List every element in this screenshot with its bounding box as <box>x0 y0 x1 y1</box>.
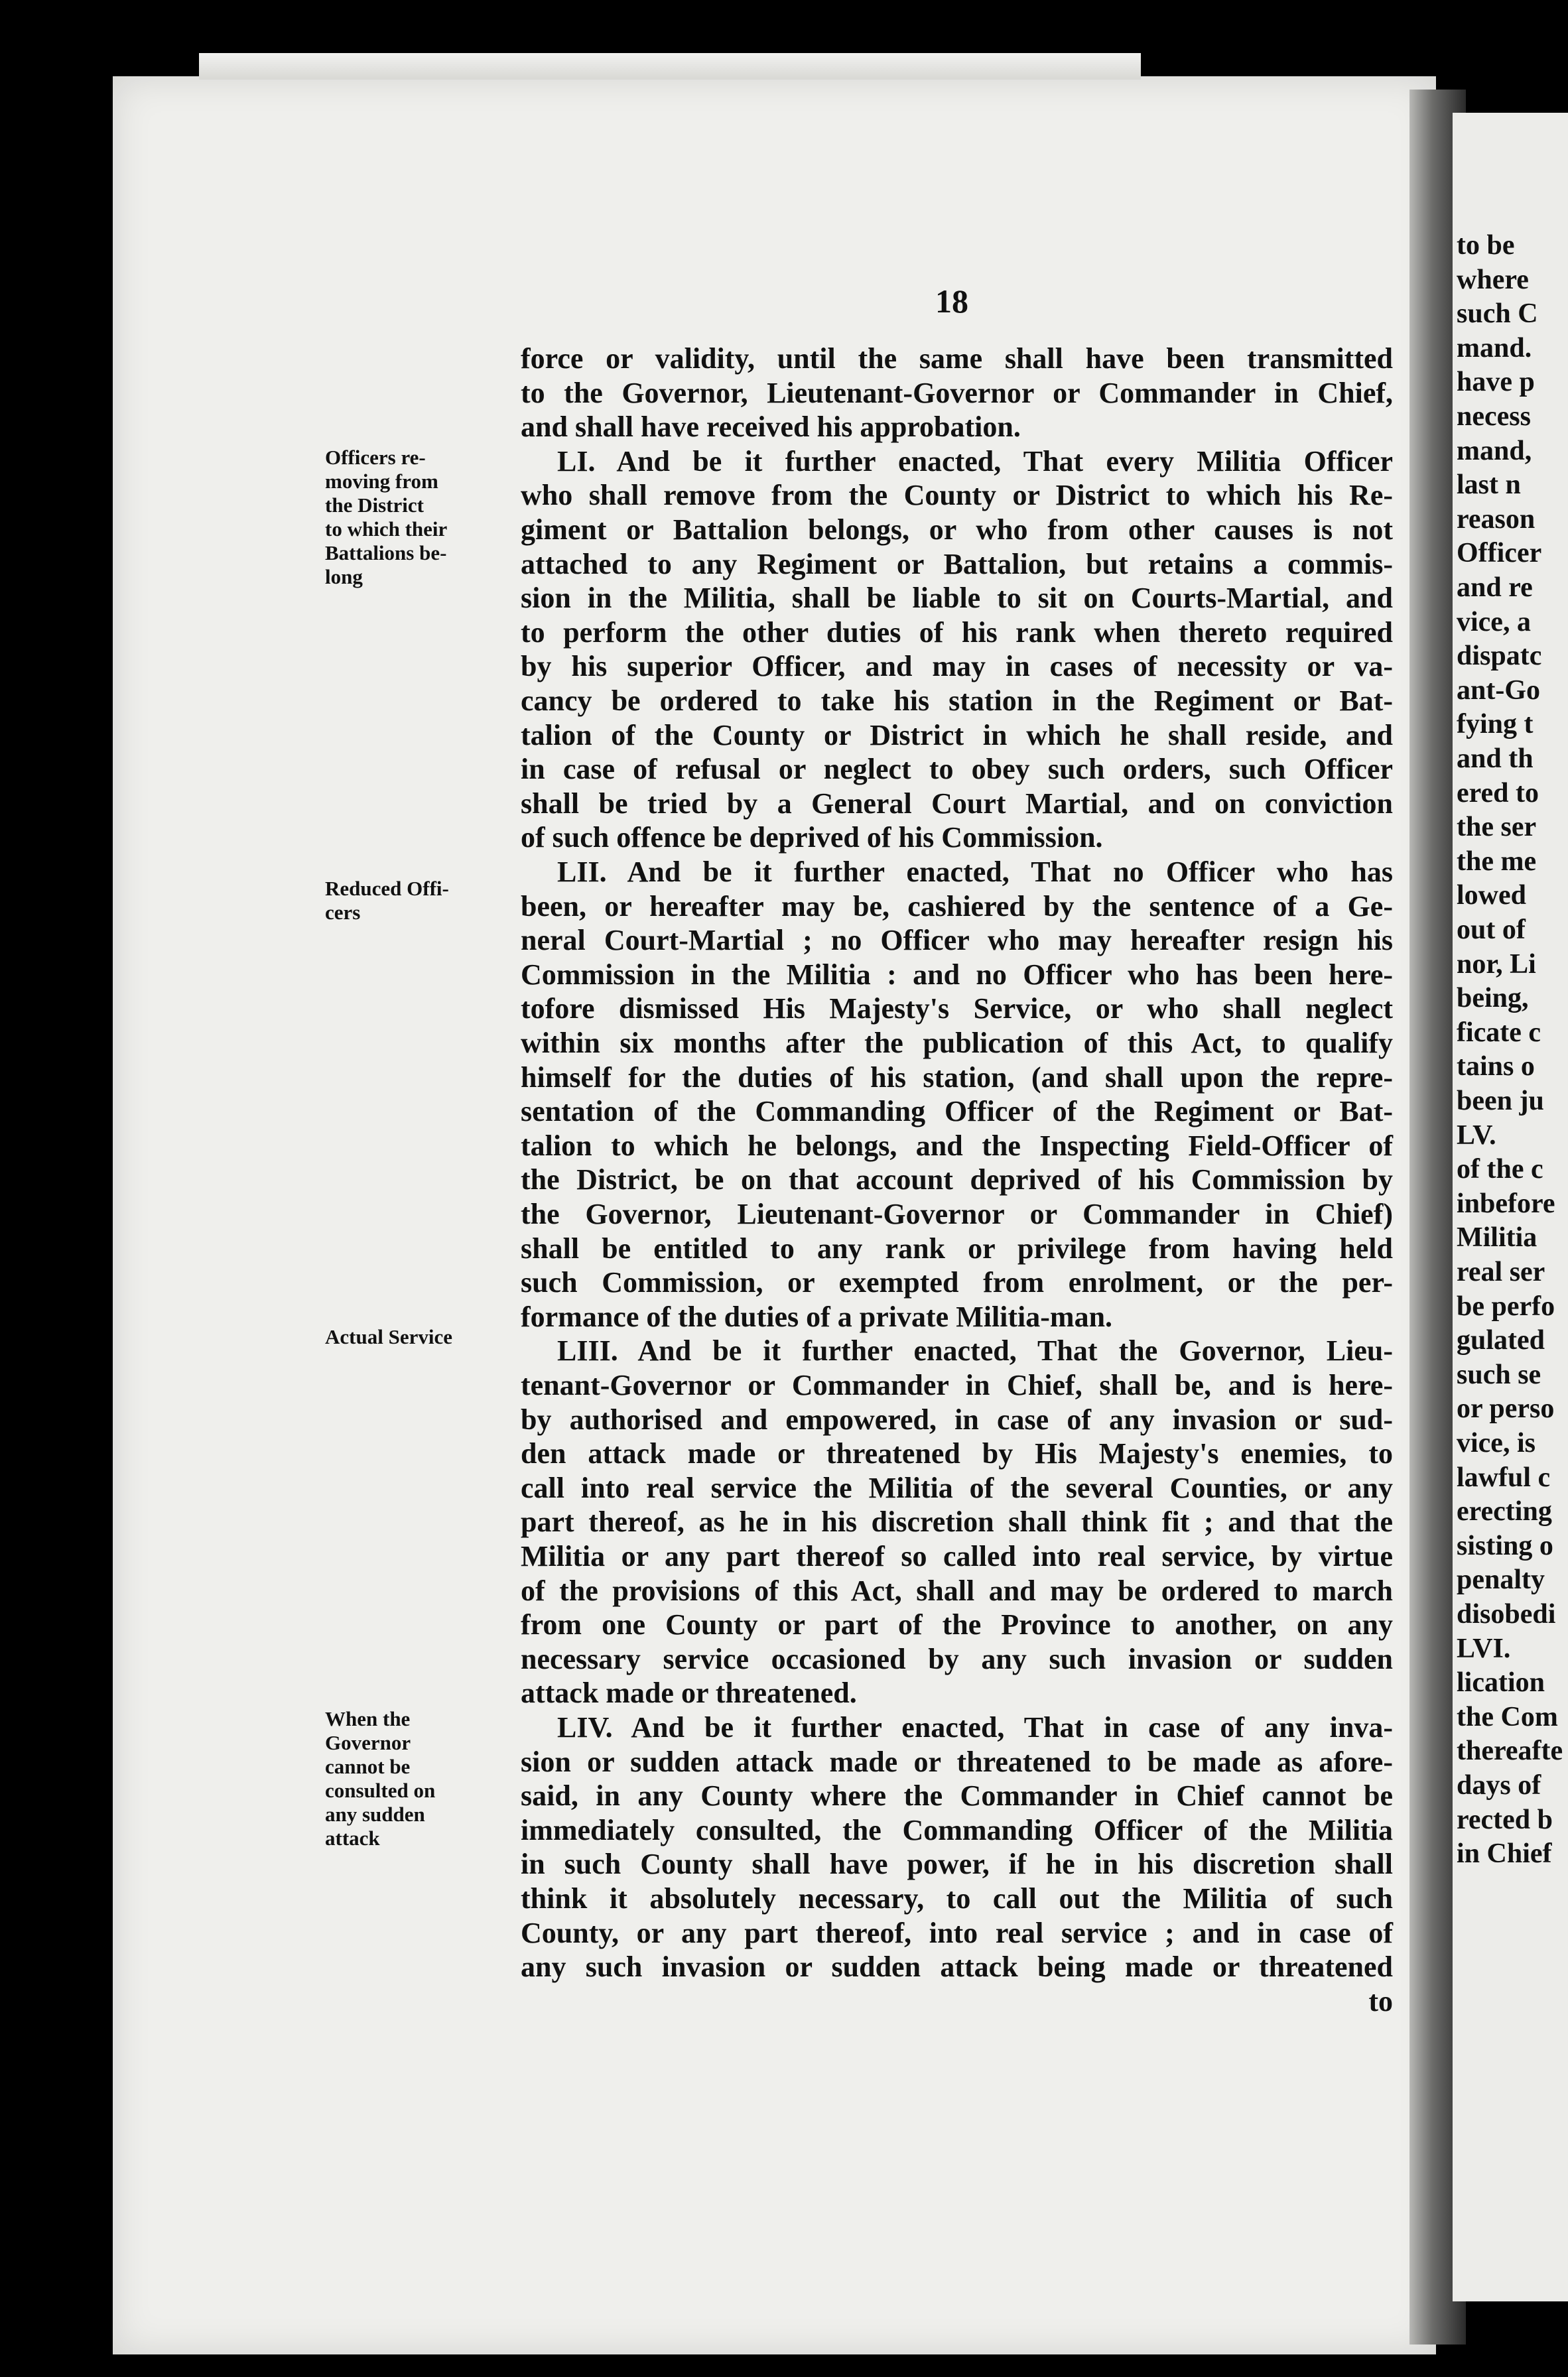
margin-note-line: cannot be <box>325 1755 411 1778</box>
facing-page-line: be perfo <box>1457 1291 1555 1322</box>
margin-note-line: Reduced Offi- <box>325 877 449 900</box>
margin-note-line: attack <box>325 1827 380 1850</box>
facing-page-line: have p <box>1457 367 1535 398</box>
facing-page-line: nor, Li <box>1457 948 1536 980</box>
facing-page-line: LVI. <box>1457 1633 1511 1664</box>
facing-page-line: in Chief <box>1457 1838 1552 1870</box>
facing-page-line: the me <box>1457 846 1537 877</box>
facing-page-line: disobedi <box>1457 1599 1556 1630</box>
body-line: said, in any County where the Commander in Chief cannot be <box>521 1779 1393 1813</box>
facing-page-line: of the c <box>1457 1154 1543 1185</box>
facing-page-line: lication <box>1457 1667 1545 1699</box>
margin-note-line: Officers re- <box>325 446 426 469</box>
body-line: of such offence be deprived of his Commission. <box>521 821 1103 854</box>
facing-page-line: mand, <box>1457 435 1532 466</box>
body-line: Militia or any part thereof so called into real service, by virtue <box>521 1540 1393 1573</box>
facing-page-line: vice, is <box>1457 1428 1535 1458</box>
body-line: Commission in the Militia : and no Officer who has been here- <box>521 958 1393 991</box>
facing-page-line: fying t <box>1457 709 1534 740</box>
page-number: 18 <box>935 283 968 320</box>
facing-page-line: necess <box>1457 401 1531 432</box>
page-top-strip <box>199 53 1141 80</box>
body-line: LIII. And be it further enacted, That the Governor, Lieu- <box>557 1334 1393 1368</box>
facing-page-line: vice, a <box>1457 606 1531 637</box>
facing-page-line: lawful c <box>1457 1462 1551 1493</box>
body-line: been, or hereafter may be, cashiered by the sentence of a Ge- <box>521 889 1393 923</box>
body-line: part thereof, as he in his discretion shall think fit ; and that the <box>521 1506 1393 1539</box>
body-line: any such invasion or sudden attack being made or threatened <box>521 1951 1393 1984</box>
margin-note-actual-service <box>325 1325 491 1349</box>
body-line: force or validity, until the same shall have been transmitted <box>521 342 1393 375</box>
body-line: neral Court-Martial ; no Officer who may hereafter resign his <box>521 924 1393 957</box>
margin-note-governor-not-consulted <box>325 1707 491 1850</box>
facing-page-line: out of <box>1457 915 1526 945</box>
facing-page-line: mand. <box>1457 332 1532 363</box>
facing-page-line: penalty <box>1457 1565 1545 1596</box>
facing-page-line: such C <box>1457 298 1538 330</box>
body-line: tenant-Governor or Commander in Chief, shall be, and is here- <box>521 1369 1393 1401</box>
facing-page-line: reason <box>1457 503 1535 535</box>
body-line: den attack made or threatened by His Majesty's enemies, to <box>521 1437 1393 1470</box>
body-line: attached to any Regiment or Battalion, but retains a commis- <box>521 547 1393 580</box>
margin-note-line: Actual Service <box>325 1325 452 1348</box>
body-line: LIV. And be it further enacted, That in case of any inva- <box>557 1711 1393 1744</box>
margin-note-line: moving from <box>325 470 438 493</box>
body-line: LI. And be it further enacted, That every Militia Officer <box>557 444 1393 478</box>
margin-note-line: Governor <box>325 1731 411 1754</box>
body-line: formance of the duties of a private Militia-man. <box>521 1300 1113 1333</box>
body-line: by authorised and empowered, in case of any invasion or sud- <box>521 1403 1393 1436</box>
facing-page-line: LV. <box>1457 1120 1496 1151</box>
body-line: LII. And be it further enacted, That no Officer who has <box>557 856 1393 888</box>
facing-page-line: thereafte <box>1457 1736 1563 1767</box>
facing-page-line: to be <box>1457 230 1515 261</box>
facing-page-line: been ju <box>1457 1086 1544 1116</box>
margin-note-line: long <box>325 565 363 588</box>
facing-page-line: last n <box>1457 470 1521 501</box>
body-line: himself for the duties of his station, (and shall upon the repre- <box>521 1060 1393 1094</box>
body-line: cancy be ordered to take his station in the Regiment or Bat- <box>521 684 1393 717</box>
margin-note-line: consulted on <box>325 1779 436 1802</box>
body-line: within six months after the publication of this Act, to qualify <box>521 1027 1393 1059</box>
body-line: immediately consulted, the Commanding Officer of the Militia <box>521 1813 1393 1846</box>
body-line: who shall remove from the County or District to which his Re- <box>521 479 1393 512</box>
body-line: by his superior Officer, and may in cases of necessity or va- <box>521 650 1393 683</box>
body-line: giment or Battalion belongs, or who from other causes is not <box>521 513 1393 546</box>
facing-page-line: or perso <box>1457 1393 1555 1425</box>
facing-page-line: and th <box>1457 743 1534 774</box>
facing-page-line: days of <box>1457 1770 1541 1801</box>
body-line: shall be tried by a General Court Martial, and on conviction <box>521 787 1393 820</box>
facing-page-line: and re <box>1457 572 1533 603</box>
body-line: in such County shall have power, if he in his discretion shall <box>521 1848 1393 1881</box>
facing-page-line: erecting <box>1457 1496 1552 1527</box>
body-line: in case of refusal or neglect to obey such orders, such Officer <box>521 753 1393 786</box>
margin-note-reduced-officers <box>325 877 491 925</box>
facing-page-line: the Com <box>1457 1701 1558 1732</box>
facing-page-line: gulated <box>1457 1325 1545 1356</box>
facing-page-line: ficate c <box>1457 1017 1541 1048</box>
margin-note-line: the District <box>325 493 424 517</box>
body-line: tofore dismissed His Majesty's Service, or who shall neglect <box>521 992 1393 1025</box>
body-line: to perform the other duties of his rank when thereto required <box>521 615 1393 649</box>
facing-page-line: ered to <box>1457 777 1539 808</box>
catchword: to <box>1368 1984 1393 2018</box>
body-line: such Commission, or exempted from enrolment, or the per- <box>521 1266 1393 1299</box>
facing-page-line: where <box>1457 264 1529 295</box>
body-line: from one County or part of the Province to another, on any <box>521 1608 1393 1641</box>
body-line: call into real service the Militia of the several Counties, or any <box>521 1471 1393 1504</box>
facing-page-line: dispatc <box>1457 641 1542 672</box>
body-line: think it absolutely necessary, to call out the Militia of such <box>521 1882 1393 1915</box>
facing-page-line: Officer <box>1457 538 1542 569</box>
body-line: talion of the County or District in which he shall reside, and <box>521 718 1393 751</box>
body-line: shall be entitled to any rank or privilege from having held <box>521 1232 1393 1265</box>
facing-page-line: Militia <box>1457 1222 1537 1253</box>
facing-page-line: being, <box>1457 983 1529 1014</box>
margin-note-line: cers <box>325 901 361 924</box>
facing-page-line: inbefore <box>1457 1188 1555 1219</box>
body-line: talion to which he belongs, and the Inspecting Field-Officer of <box>521 1129 1393 1162</box>
body-line: to the Governor, Lieutenant-Governor or Commander in Chief, <box>521 376 1393 409</box>
margin-note-officers-removing <box>325 446 491 589</box>
facing-page-line: tains o <box>1457 1051 1535 1082</box>
body-line: the District, be on that account deprived of his Commission by <box>521 1163 1393 1196</box>
facing-page-line: real ser <box>1457 1257 1545 1287</box>
margin-note-line: any sudden <box>325 1803 425 1826</box>
body-line: County, or any part thereof, into real service ; and in case of <box>521 1916 1393 1949</box>
body-line: necessary service occasioned by any such invasion or sudden <box>521 1642 1393 1675</box>
body-line: sion or sudden attack made or threatened to be made as afore- <box>521 1745 1393 1778</box>
margin-note-line: When the <box>325 1707 411 1730</box>
facing-page-line: rected b <box>1457 1804 1553 1835</box>
facing-page-line: such se <box>1457 1359 1541 1390</box>
body-line: and shall have received his approbation. <box>521 411 1021 444</box>
margin-note-line: Battalions be- <box>325 541 447 564</box>
margin-note-line: to which their <box>325 517 448 541</box>
body-line: sion in the Militia, shall be liable to sit on Courts-Martial, and <box>521 582 1393 615</box>
facing-page-line: sisting o <box>1457 1530 1553 1561</box>
facing-page-line: the ser <box>1457 812 1537 843</box>
facing-page-line: ant-Go <box>1457 675 1540 706</box>
facing-page-line: lowed <box>1457 880 1526 911</box>
body-line: the Governor, Lieutenant-Governor or Commander in Chief) <box>521 1198 1393 1230</box>
body-line: sentation of the Commanding Officer of the Regiment or Bat- <box>521 1095 1393 1128</box>
body-line: attack made or threatened. <box>521 1677 857 1710</box>
body-line: of the provisions of this Act, shall and may be ordered to march <box>521 1574 1393 1607</box>
facing-page <box>1453 113 1568 2301</box>
